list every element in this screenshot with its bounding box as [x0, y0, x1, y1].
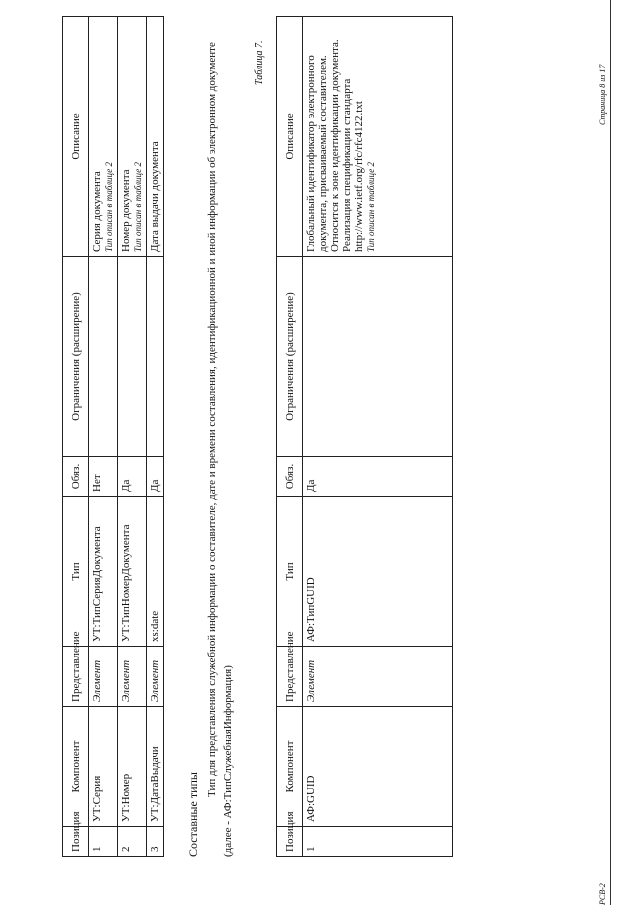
header-component: Компонент: [277, 707, 303, 827]
cell-description: [118, 17, 147, 257]
table-header-row: [277, 17, 303, 857]
description-note: Тип описан в таблице 2: [133, 162, 143, 252]
table-row: [147, 17, 164, 857]
header-component: Компонент: [63, 707, 89, 827]
cell-component: АФ:GUID: [303, 707, 453, 827]
description-text: Номер документа: [120, 169, 132, 252]
description-note: Тип описан в таблице 2: [366, 162, 376, 252]
table-row: [118, 17, 147, 857]
footer-page-number: Страница 8 из 17: [598, 64, 607, 125]
table-row: [303, 17, 453, 857]
header-position: Позиция: [63, 827, 89, 857]
cell-description: [303, 17, 453, 257]
header-position: Позиция: [277, 827, 303, 857]
header-required: Обяз.: [277, 457, 303, 497]
cell-position: 1: [303, 827, 453, 857]
cell-position: 1: [89, 827, 118, 857]
cell-required: Да: [118, 457, 147, 497]
cell-position: 3: [147, 827, 164, 857]
cell-limits: [147, 257, 164, 457]
cell-type: xs:date: [147, 497, 164, 647]
header-representation: Представление: [277, 647, 303, 707]
cell-limits: [118, 257, 147, 457]
components-table-2: [276, 16, 453, 857]
table-label: Таблица 7.: [254, 40, 265, 85]
cell-limits: [303, 257, 453, 457]
cell-representation: Элемент: [303, 647, 453, 707]
cell-component: УТ:Номер: [118, 707, 147, 827]
header-type: Тип: [277, 497, 303, 647]
components-table-1: [62, 16, 164, 857]
description-text: Серия документа: [91, 171, 103, 252]
section-title: Составные типы: [186, 772, 200, 857]
header-required: Обяз.: [63, 457, 89, 497]
cell-position: 2: [118, 827, 147, 857]
header-limits: Ограничения (расширение): [277, 257, 303, 457]
cell-type: АФ:ТипGUID: [303, 497, 453, 647]
cell-description: Дата выдачи документа: [147, 17, 164, 257]
header-type: Тип: [63, 497, 89, 647]
section-paragraph: Тип для представления служебной информации о составителе, дате и времени составления, идентификационной и иной информации об электронном документе (далее - АФ:ТипСлужебнаяИнформация): [206, 42, 234, 857]
header-description: Описание: [277, 17, 303, 257]
footer-doc-code: РСВ-2: [598, 883, 607, 905]
description-note: Тип описан в таблице 2: [104, 162, 114, 252]
cell-component: УТ:Серия: [89, 707, 118, 827]
cell-description: [89, 17, 118, 257]
description-text: Глобальный идентификатор электронного документа, присваиваемый составителем. Относится к зоне идентификации документа. Реализация спецификации стандарта http://www.ietf.org/rfc/rfc4122.txt: [305, 39, 365, 252]
cell-representation: Элемент: [89, 647, 118, 707]
header-limits: Ограничения (расширение): [63, 257, 89, 457]
table-row: [89, 17, 118, 857]
cell-representation: Элемент: [147, 647, 164, 707]
cell-representation: Элемент: [118, 647, 147, 707]
cell-component: УТ:ДатаВыдачи: [147, 707, 164, 827]
cell-type: УТ:ТипНомерДокумента: [118, 497, 147, 647]
cell-required: Да: [303, 457, 453, 497]
header-description: Описание: [63, 17, 89, 257]
footer-divider: [610, 0, 611, 905]
table-header-row: [63, 17, 89, 857]
header-representation: Представление: [63, 647, 89, 707]
cell-required: Да: [147, 457, 164, 497]
cell-required: Нет: [89, 457, 118, 497]
cell-limits: [89, 257, 118, 457]
cell-type: УТ:ТипСерияДокумента: [89, 497, 118, 647]
